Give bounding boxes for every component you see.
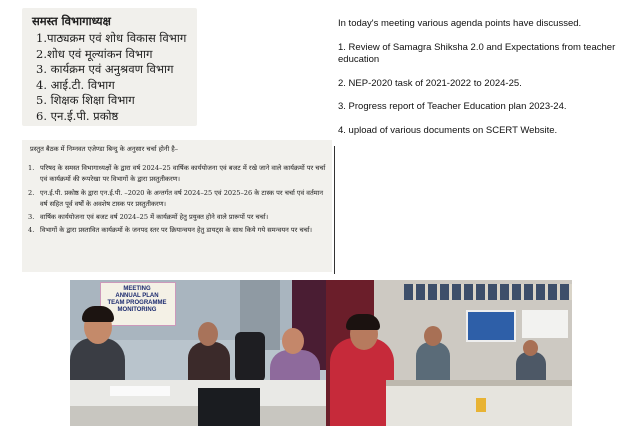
list-item: 1.पाठ्यक्रम एवं शोध विकास विभाग (36, 31, 187, 45)
person-1-hair (82, 306, 114, 322)
agenda-point: 4. upload of various documents on SCERT Website. (338, 124, 558, 136)
banner-line: MONITORING (117, 307, 157, 313)
portrait-row (404, 284, 572, 300)
agenda-point: 3. Progress report of Teacher Education plan 2023-24. (338, 101, 567, 112)
person-2-body (188, 342, 230, 382)
person-mid-head (424, 326, 442, 346)
meeting-photo-left (70, 280, 327, 426)
english-agenda (338, 18, 634, 148)
hindi-agenda-intro: प्रस्तुत बैठक में निम्नवत एजेण्डा बिन्दु के अनुसार चर्चा होनी है– (30, 145, 179, 153)
agenda-point: 1. Review of Samagra Shiksha 2.0 and Expectations from teacher education (338, 41, 616, 65)
person-front-hair (346, 314, 380, 330)
person-3-head (282, 328, 304, 354)
agenda-intro: In today's meeting various agenda points have discussed. (338, 18, 582, 29)
hindi-agenda-point (28, 225, 326, 236)
cup (476, 398, 486, 412)
point-number: 4. (28, 226, 35, 235)
chair (235, 332, 265, 382)
hindi-agenda-point (28, 188, 326, 210)
banner-line: ANNUAL PLAN (115, 293, 159, 299)
hindi-agenda-point (28, 163, 326, 185)
projection-screen (466, 310, 516, 342)
point-text: परिषद के समस्त विभागाध्यक्षों के द्वारा वर्ष 2024–25 वार्षिक कार्ययोजना एवं बजट में रखे जाने वाले कार्यक्रमों पर चर्चा एवं कार्यक्रमों की रूपरेखा पर विभागों के द्वारा प्रस्तुतीकरण। (40, 164, 326, 184)
hindi-department-list (22, 8, 197, 126)
monitor (198, 388, 260, 426)
person-front-body (330, 338, 394, 426)
point-text: एन.ई.पी. प्रकोष्ठ के द्वारा एन.ई.पी. –2020 के अन्तर्गत वर्ष 2024–25 एवं 2025–26 के टास्क पर चर्चा एवं वर्तमान वर्ष सहित पूर्व वर्षों के अवशेष टास्क पर प्रस्तुतीकरण। (40, 188, 324, 208)
person-2-head (198, 322, 218, 346)
list-item: 6. एन.ई.पी. प्रकोष्ठ (36, 108, 119, 123)
hindi-agenda (22, 140, 332, 272)
papers (110, 386, 170, 396)
person-back-body (516, 352, 546, 382)
banner-line: MEETING (123, 286, 151, 292)
point-number: 1. (28, 164, 35, 173)
whiteboard (522, 310, 568, 338)
list-item: 2.शोध एवं मूल्यांकन विभाग (36, 46, 153, 61)
divider-line (334, 146, 335, 274)
banner-line: TEAM PROGRAMME (107, 300, 167, 306)
point-text: विभागों के द्वारा प्रस्तावित कार्यक्रमों के जनपद स्तर पर क्रियान्वयन हेतु डायट्स के साथ किये गये समन्वयन पर चर्चा। (40, 226, 313, 235)
table-edge (386, 380, 572, 386)
point-number: 3. (28, 213, 35, 222)
person-mid-body (416, 342, 450, 382)
point-number: 2. (28, 188, 35, 197)
list-item: 3. कार्यक्रम एवं अनुश्रवण विभाग (36, 62, 174, 76)
list-item: 5. शिक्षक शिक्षा विभाग (36, 93, 135, 107)
person-back-head (523, 340, 538, 356)
list-header: समस्त विभागाध्यक्ष (32, 14, 111, 28)
list-item: 4. आई.टी. विभाग (36, 77, 115, 92)
hindi-agenda-point (28, 212, 326, 223)
banner-text (102, 286, 172, 314)
meeting-photo-right (326, 280, 572, 426)
agenda-point: 2. NEP-2020 task of 2021-2022 to 2024-25. (338, 77, 522, 89)
point-text: वार्षिक कार्ययोजना एवं बजट वर्ष 2024–25 में कार्यक्रमों हेतु प्रयुक्त होने वाले प्रारूपों पर चर्चा। (40, 213, 269, 222)
